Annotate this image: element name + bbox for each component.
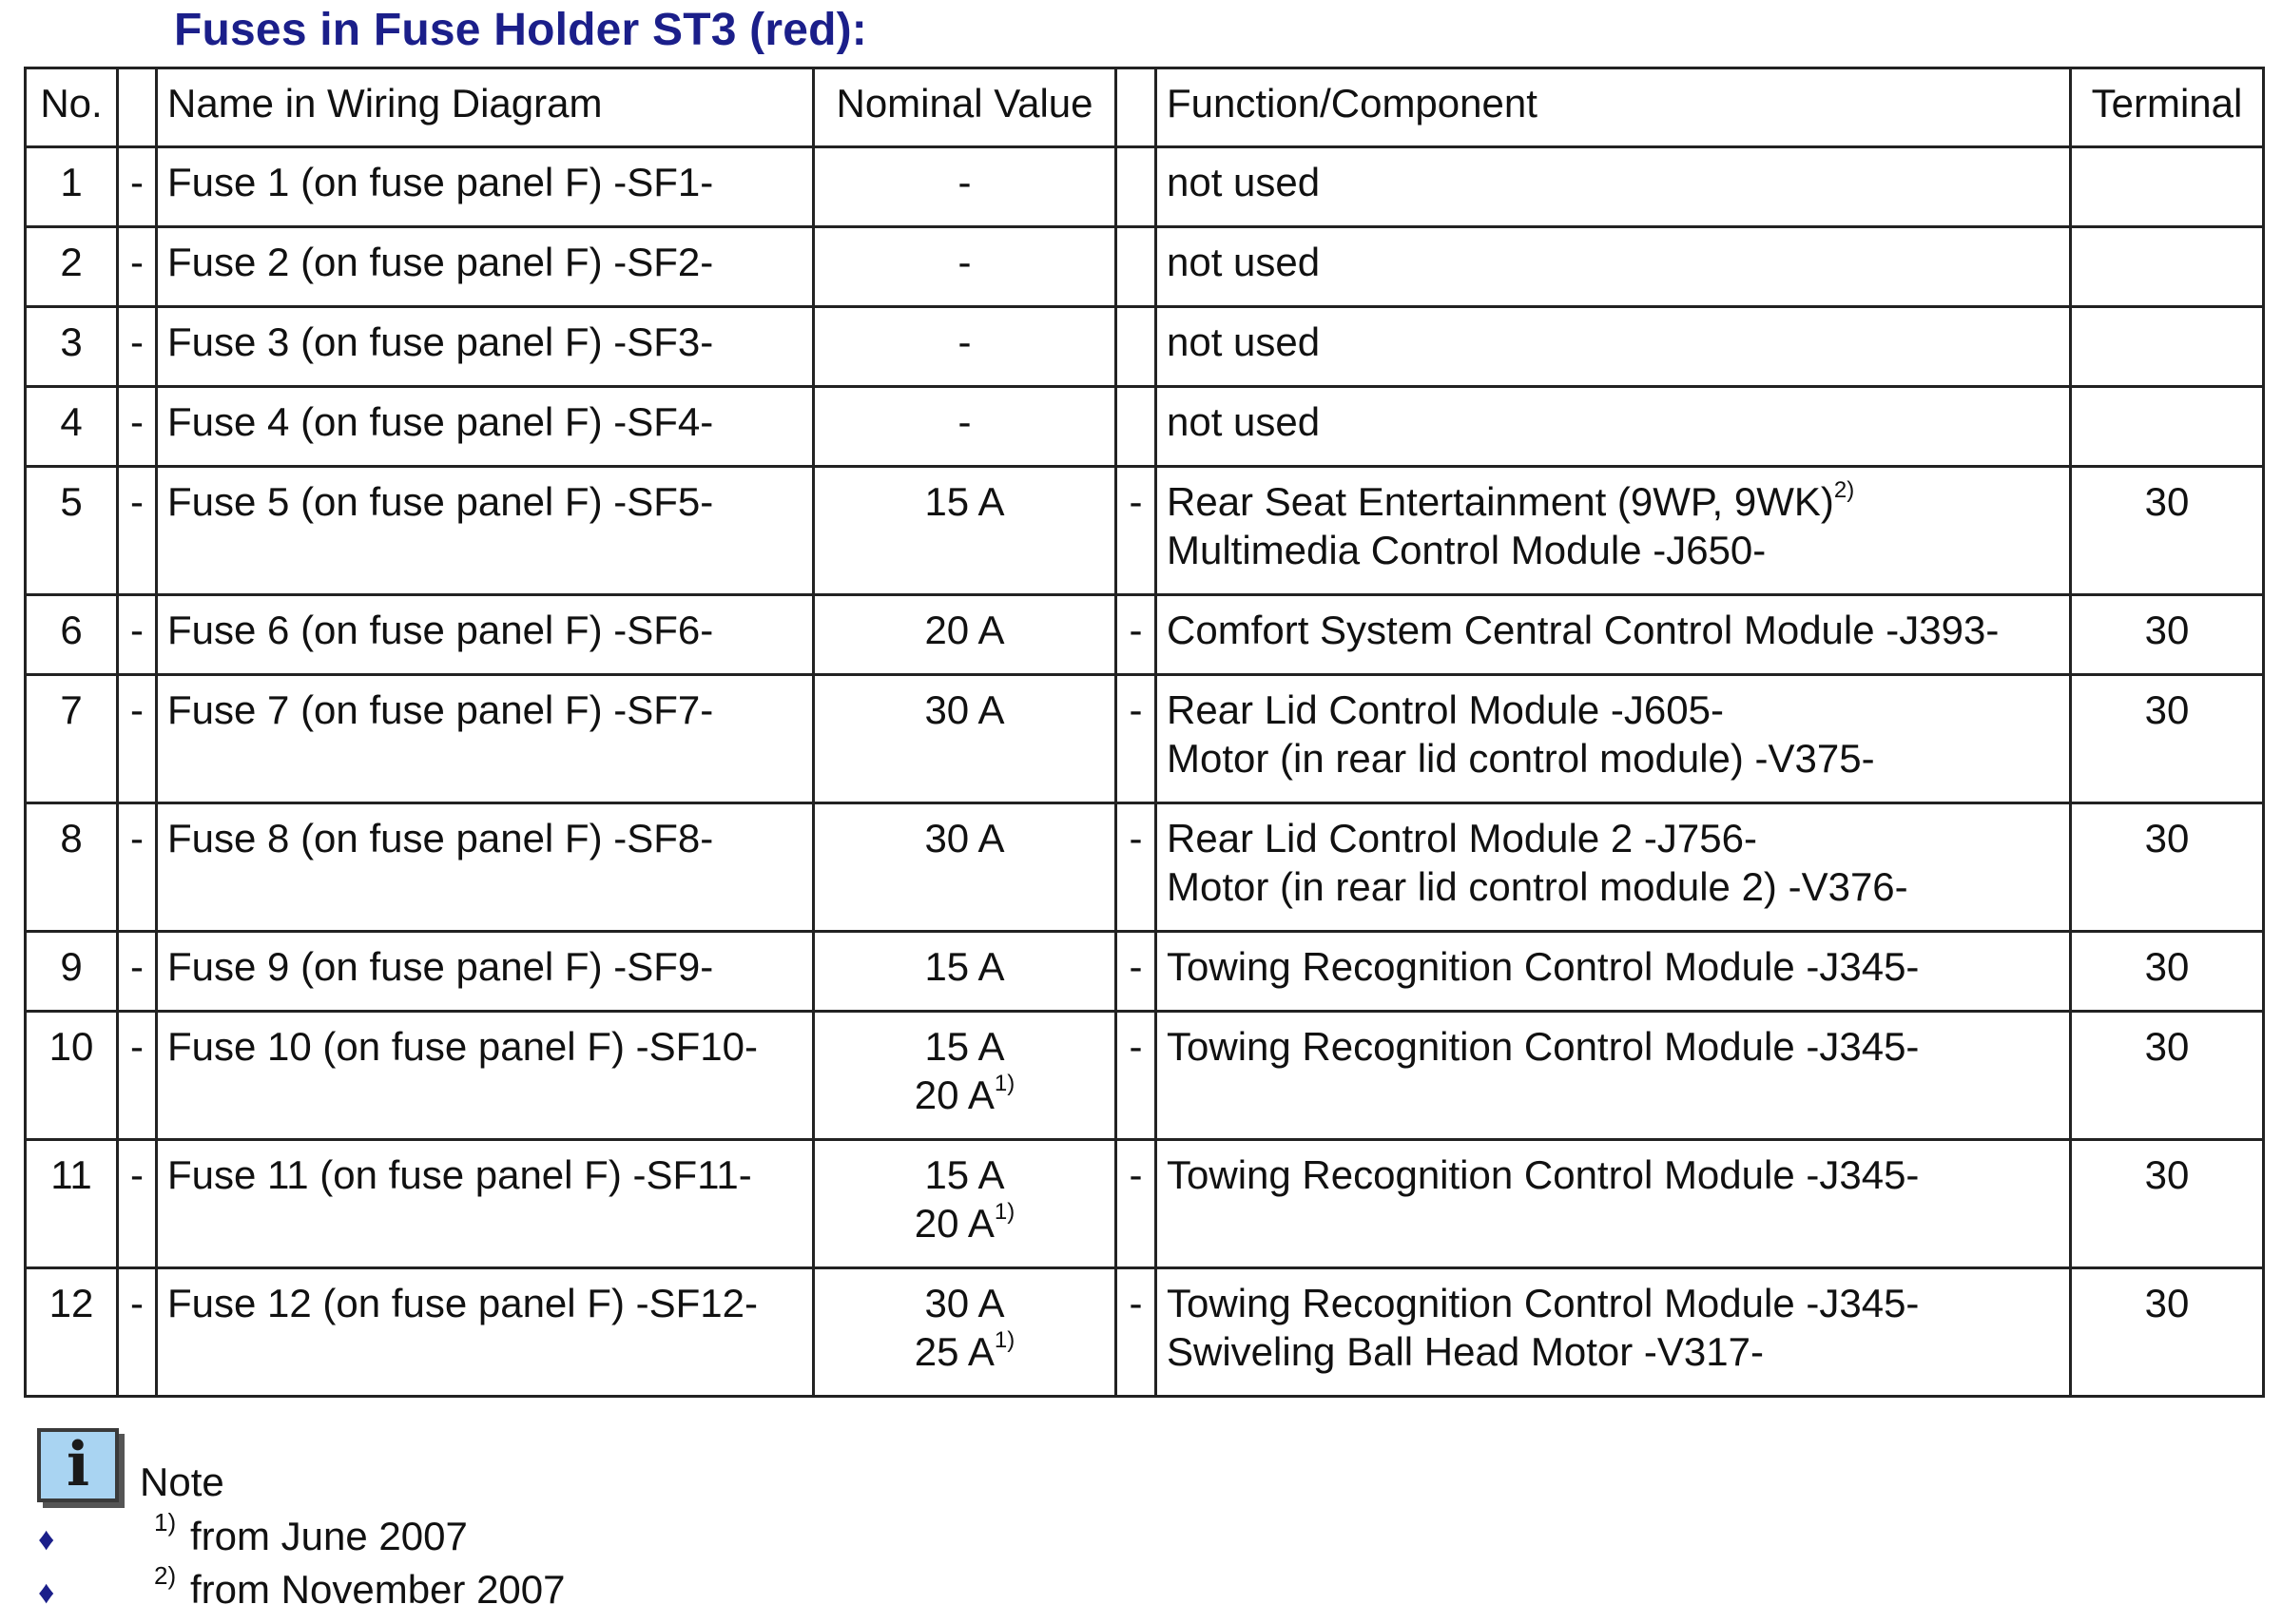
footnote-ref: 1) — [994, 1071, 1015, 1096]
nominal-value: - — [957, 319, 972, 364]
nominal-value-cell — [814, 595, 1116, 675]
dash: - — [130, 240, 144, 284]
fuse-number: 8 — [26, 803, 118, 932]
dash: - — [1129, 479, 1143, 524]
table-row — [26, 803, 2264, 932]
dash: - — [1129, 1281, 1143, 1325]
header-name: Name in Wiring Diagram — [157, 68, 814, 147]
terminal: 30 — [2071, 595, 2264, 675]
nominal-value-cell — [814, 675, 1116, 803]
function-component — [1156, 307, 2071, 387]
dash: - — [1129, 1152, 1143, 1197]
dash-cell — [1116, 1140, 1156, 1268]
note-label: Note — [140, 1460, 224, 1504]
nominal-value-cell — [814, 1140, 1116, 1268]
footnote-text: from June 2007 — [190, 1514, 468, 1558]
nominal-value: 30 A — [924, 816, 1005, 860]
fuse-number: 6 — [26, 595, 118, 675]
function-component — [1156, 467, 2071, 595]
nominal-value-cell — [814, 387, 1116, 467]
dash: - — [130, 1024, 144, 1069]
nominal-value: 15 A — [924, 1152, 1005, 1197]
dash-cell — [118, 147, 157, 227]
terminal: 30 — [2071, 1012, 2264, 1140]
footnote-mark: 2) — [154, 1561, 177, 1590]
function-text-line-2: Multimedia Control Module -J650- — [1167, 528, 1767, 572]
nominal-value: 30 A — [924, 687, 1005, 732]
function-component — [1156, 675, 2071, 803]
function-text-line-2: Motor (in rear lid control module) -V375- — [1167, 736, 1875, 781]
dash-cell — [118, 307, 157, 387]
function-line — [1167, 942, 2060, 991]
function-component — [1156, 932, 2071, 1012]
dash-cell — [118, 803, 157, 932]
dash-cell — [1116, 595, 1156, 675]
function-text: Towing Recognition Control Module -J345- — [1167, 1152, 1920, 1197]
fuse-number: 11 — [26, 1140, 118, 1268]
wiring-diagram-name: Fuse 4 (on fuse panel F) -SF4- — [157, 387, 814, 467]
diamond-bullet-icon: ♦ — [38, 1521, 55, 1557]
function-text: Rear Seat Entertainment (9WP, 9WK) — [1167, 479, 1834, 524]
terminal: 30 — [2071, 467, 2264, 595]
wiring-diagram-name: Fuse 10 (on fuse panel F) -SF10- — [157, 1012, 814, 1140]
footnote-ref: 1) — [994, 1327, 1015, 1353]
function-line — [1167, 1279, 2060, 1327]
dash: - — [130, 1152, 144, 1197]
fuse-number: 1 — [26, 147, 118, 227]
terminal: 30 — [2071, 1140, 2264, 1268]
fuse-number: 3 — [26, 307, 118, 387]
function-line — [1167, 477, 2060, 526]
wiring-diagram-name: Fuse 12 (on fuse panel F) -SF12- — [157, 1268, 814, 1397]
function-component — [1156, 1268, 2071, 1397]
dash-cell — [118, 1140, 157, 1268]
dash-cell — [118, 467, 157, 595]
dash: - — [130, 319, 144, 364]
nominal-value-alt-text: 25 A — [914, 1329, 995, 1374]
header-function: Function/Component — [1156, 68, 2071, 147]
function-line — [1167, 1150, 2060, 1199]
header-no: No. — [26, 68, 118, 147]
function-component — [1156, 227, 2071, 307]
wiring-diagram-name: Fuse 7 (on fuse panel F) -SF7- — [157, 675, 814, 803]
page-title: Fuses in Fuse Holder ST3 (red): — [174, 5, 867, 55]
header-nominal-value: Nominal Value — [814, 68, 1116, 147]
function-line — [1167, 238, 2060, 286]
nominal-value-cell — [814, 467, 1116, 595]
nominal-value-cell — [814, 307, 1116, 387]
terminal — [2071, 147, 2264, 227]
terminal: 30 — [2071, 1268, 2264, 1397]
fuse-table — [24, 67, 2265, 1398]
function-text: not used — [1167, 240, 1321, 284]
header-blank-1 — [118, 68, 157, 147]
wiring-diagram-name: Fuse 1 (on fuse panel F) -SF1- — [157, 147, 814, 227]
wiring-diagram-name: Fuse 8 (on fuse panel F) -SF8- — [157, 803, 814, 932]
table-row — [26, 227, 2264, 307]
nominal-value: 15 A — [924, 1024, 1005, 1069]
dash: - — [130, 160, 144, 204]
nominal-value: 30 A — [924, 1281, 1005, 1325]
function-text: Towing Recognition Control Module -J345- — [1167, 1024, 1920, 1069]
function-text: Towing Recognition Control Module -J345- — [1167, 944, 1920, 989]
dash-cell — [1116, 387, 1156, 467]
dash: - — [130, 608, 144, 652]
table-row — [26, 147, 2264, 227]
terminal — [2071, 307, 2264, 387]
function-text: Towing Recognition Control Module -J345- — [1167, 1281, 1920, 1325]
dash-cell — [118, 387, 157, 467]
nominal-value-alt — [824, 1071, 1105, 1119]
function-component — [1156, 595, 2071, 675]
dash-cell — [1116, 147, 1156, 227]
diamond-bullet-icon: ♦ — [38, 1575, 55, 1611]
function-text-line-2: Motor (in rear lid control module 2) -V376- — [1167, 864, 1908, 909]
footnote-text: from November 2007 — [190, 1567, 566, 1612]
wiring-diagram-name: Fuse 6 (on fuse panel F) -SF6- — [157, 595, 814, 675]
dash: - — [1129, 816, 1143, 860]
function-text: Rear Lid Control Module 2 -J756- — [1167, 816, 1757, 860]
dash-cell — [118, 675, 157, 803]
table-row — [26, 675, 2264, 803]
dash-cell — [118, 1268, 157, 1397]
wiring-diagram-name: Fuse 2 (on fuse panel F) -SF2- — [157, 227, 814, 307]
terminal: 30 — [2071, 803, 2264, 932]
nominal-value-alt-text: 20 A — [914, 1201, 995, 1246]
nominal-value-cell — [814, 803, 1116, 932]
footnote-mark: 1) — [154, 1508, 177, 1537]
dash-cell — [1116, 932, 1156, 1012]
function-line — [1167, 606, 2060, 654]
info-icon-glyph: i — [66, 1429, 90, 1500]
function-text: not used — [1167, 399, 1321, 444]
nominal-value: - — [957, 399, 972, 444]
footnote-2 — [0, 1561, 856, 1624]
table-row — [26, 467, 2264, 595]
wiring-diagram-name: Fuse 5 (on fuse panel F) -SF5- — [157, 467, 814, 595]
nominal-value-cell — [814, 227, 1116, 307]
nominal-value: - — [957, 160, 972, 204]
dash: - — [130, 399, 144, 444]
function-line — [1167, 814, 2060, 862]
function-text: Rear Lid Control Module -J605- — [1167, 687, 1724, 732]
header-terminal: Terminal — [2071, 68, 2264, 147]
dash-cell — [1116, 307, 1156, 387]
dash-cell — [1116, 675, 1156, 803]
function-line — [1167, 158, 2060, 206]
table-row — [26, 1140, 2264, 1268]
nominal-value: 15 A — [924, 479, 1005, 524]
function-text: not used — [1167, 160, 1321, 204]
dash-cell — [118, 932, 157, 1012]
dash-cell — [1116, 1012, 1156, 1140]
nominal-value-cell — [814, 1268, 1116, 1397]
function-text: not used — [1167, 319, 1321, 364]
fuse-number: 2 — [26, 227, 118, 307]
function-component — [1156, 1140, 2071, 1268]
function-component — [1156, 387, 2071, 467]
function-text-line-2: Swiveling Ball Head Motor -V317- — [1167, 1329, 1764, 1374]
fuse-number: 7 — [26, 675, 118, 803]
nominal-value-cell — [814, 932, 1116, 1012]
dash: - — [130, 944, 144, 989]
info-icon — [37, 1428, 119, 1502]
nominal-value: 15 A — [924, 944, 1005, 989]
function-line — [1167, 1022, 2060, 1071]
table-row — [26, 307, 2264, 387]
table-row — [26, 1012, 2264, 1140]
terminal — [2071, 227, 2264, 307]
terminal: 30 — [2071, 675, 2264, 803]
dash: - — [1129, 944, 1143, 989]
wiring-diagram-name: Fuse 9 (on fuse panel F) -SF9- — [157, 932, 814, 1012]
wiring-diagram-name: Fuse 11 (on fuse panel F) -SF11- — [157, 1140, 814, 1268]
dash-cell — [118, 1012, 157, 1140]
footnote-ref: 1) — [994, 1199, 1015, 1225]
table-row — [26, 387, 2264, 467]
terminal: 30 — [2071, 932, 2264, 1012]
footnote-1 — [0, 1508, 856, 1571]
fuse-number: 12 — [26, 1268, 118, 1397]
nominal-value-alt — [824, 1199, 1105, 1247]
dash-cell — [118, 595, 157, 675]
fuse-number: 10 — [26, 1012, 118, 1140]
nominal-value-cell — [814, 1012, 1116, 1140]
table-row — [26, 595, 2264, 675]
table-row — [26, 1268, 2264, 1397]
fuse-number: 4 — [26, 387, 118, 467]
nominal-value: - — [957, 240, 972, 284]
dash-cell — [1116, 1268, 1156, 1397]
table-row — [26, 932, 2264, 1012]
dash-cell — [118, 227, 157, 307]
dash-cell — [1116, 227, 1156, 307]
dash-cell — [1116, 467, 1156, 595]
function-component — [1156, 803, 2071, 932]
function-text: Comfort System Central Control Module -J393- — [1167, 608, 2000, 652]
header-blank-2 — [1116, 68, 1156, 147]
function-component — [1156, 147, 2071, 227]
dash: - — [130, 816, 144, 860]
function-line — [1167, 397, 2060, 446]
dash: - — [130, 687, 144, 732]
nominal-value-cell — [814, 147, 1116, 227]
dash: - — [1129, 687, 1143, 732]
dash: - — [130, 479, 144, 524]
fuse-number: 5 — [26, 467, 118, 595]
nominal-value-alt — [824, 1327, 1105, 1376]
function-line — [1167, 686, 2060, 734]
dash: - — [1129, 1024, 1143, 1069]
nominal-value-alt-text: 20 A — [914, 1073, 995, 1117]
table-header-row — [26, 68, 2264, 147]
dash-cell — [1116, 803, 1156, 932]
function-component — [1156, 1012, 2071, 1140]
nominal-value: 20 A — [924, 608, 1005, 652]
footnote-ref: 2) — [1833, 477, 1855, 503]
terminal — [2071, 387, 2264, 467]
wiring-diagram-name: Fuse 3 (on fuse panel F) -SF3- — [157, 307, 814, 387]
dash: - — [130, 1281, 144, 1325]
dash: - — [1129, 608, 1143, 652]
function-line — [1167, 318, 2060, 366]
fuse-number: 9 — [26, 932, 118, 1012]
